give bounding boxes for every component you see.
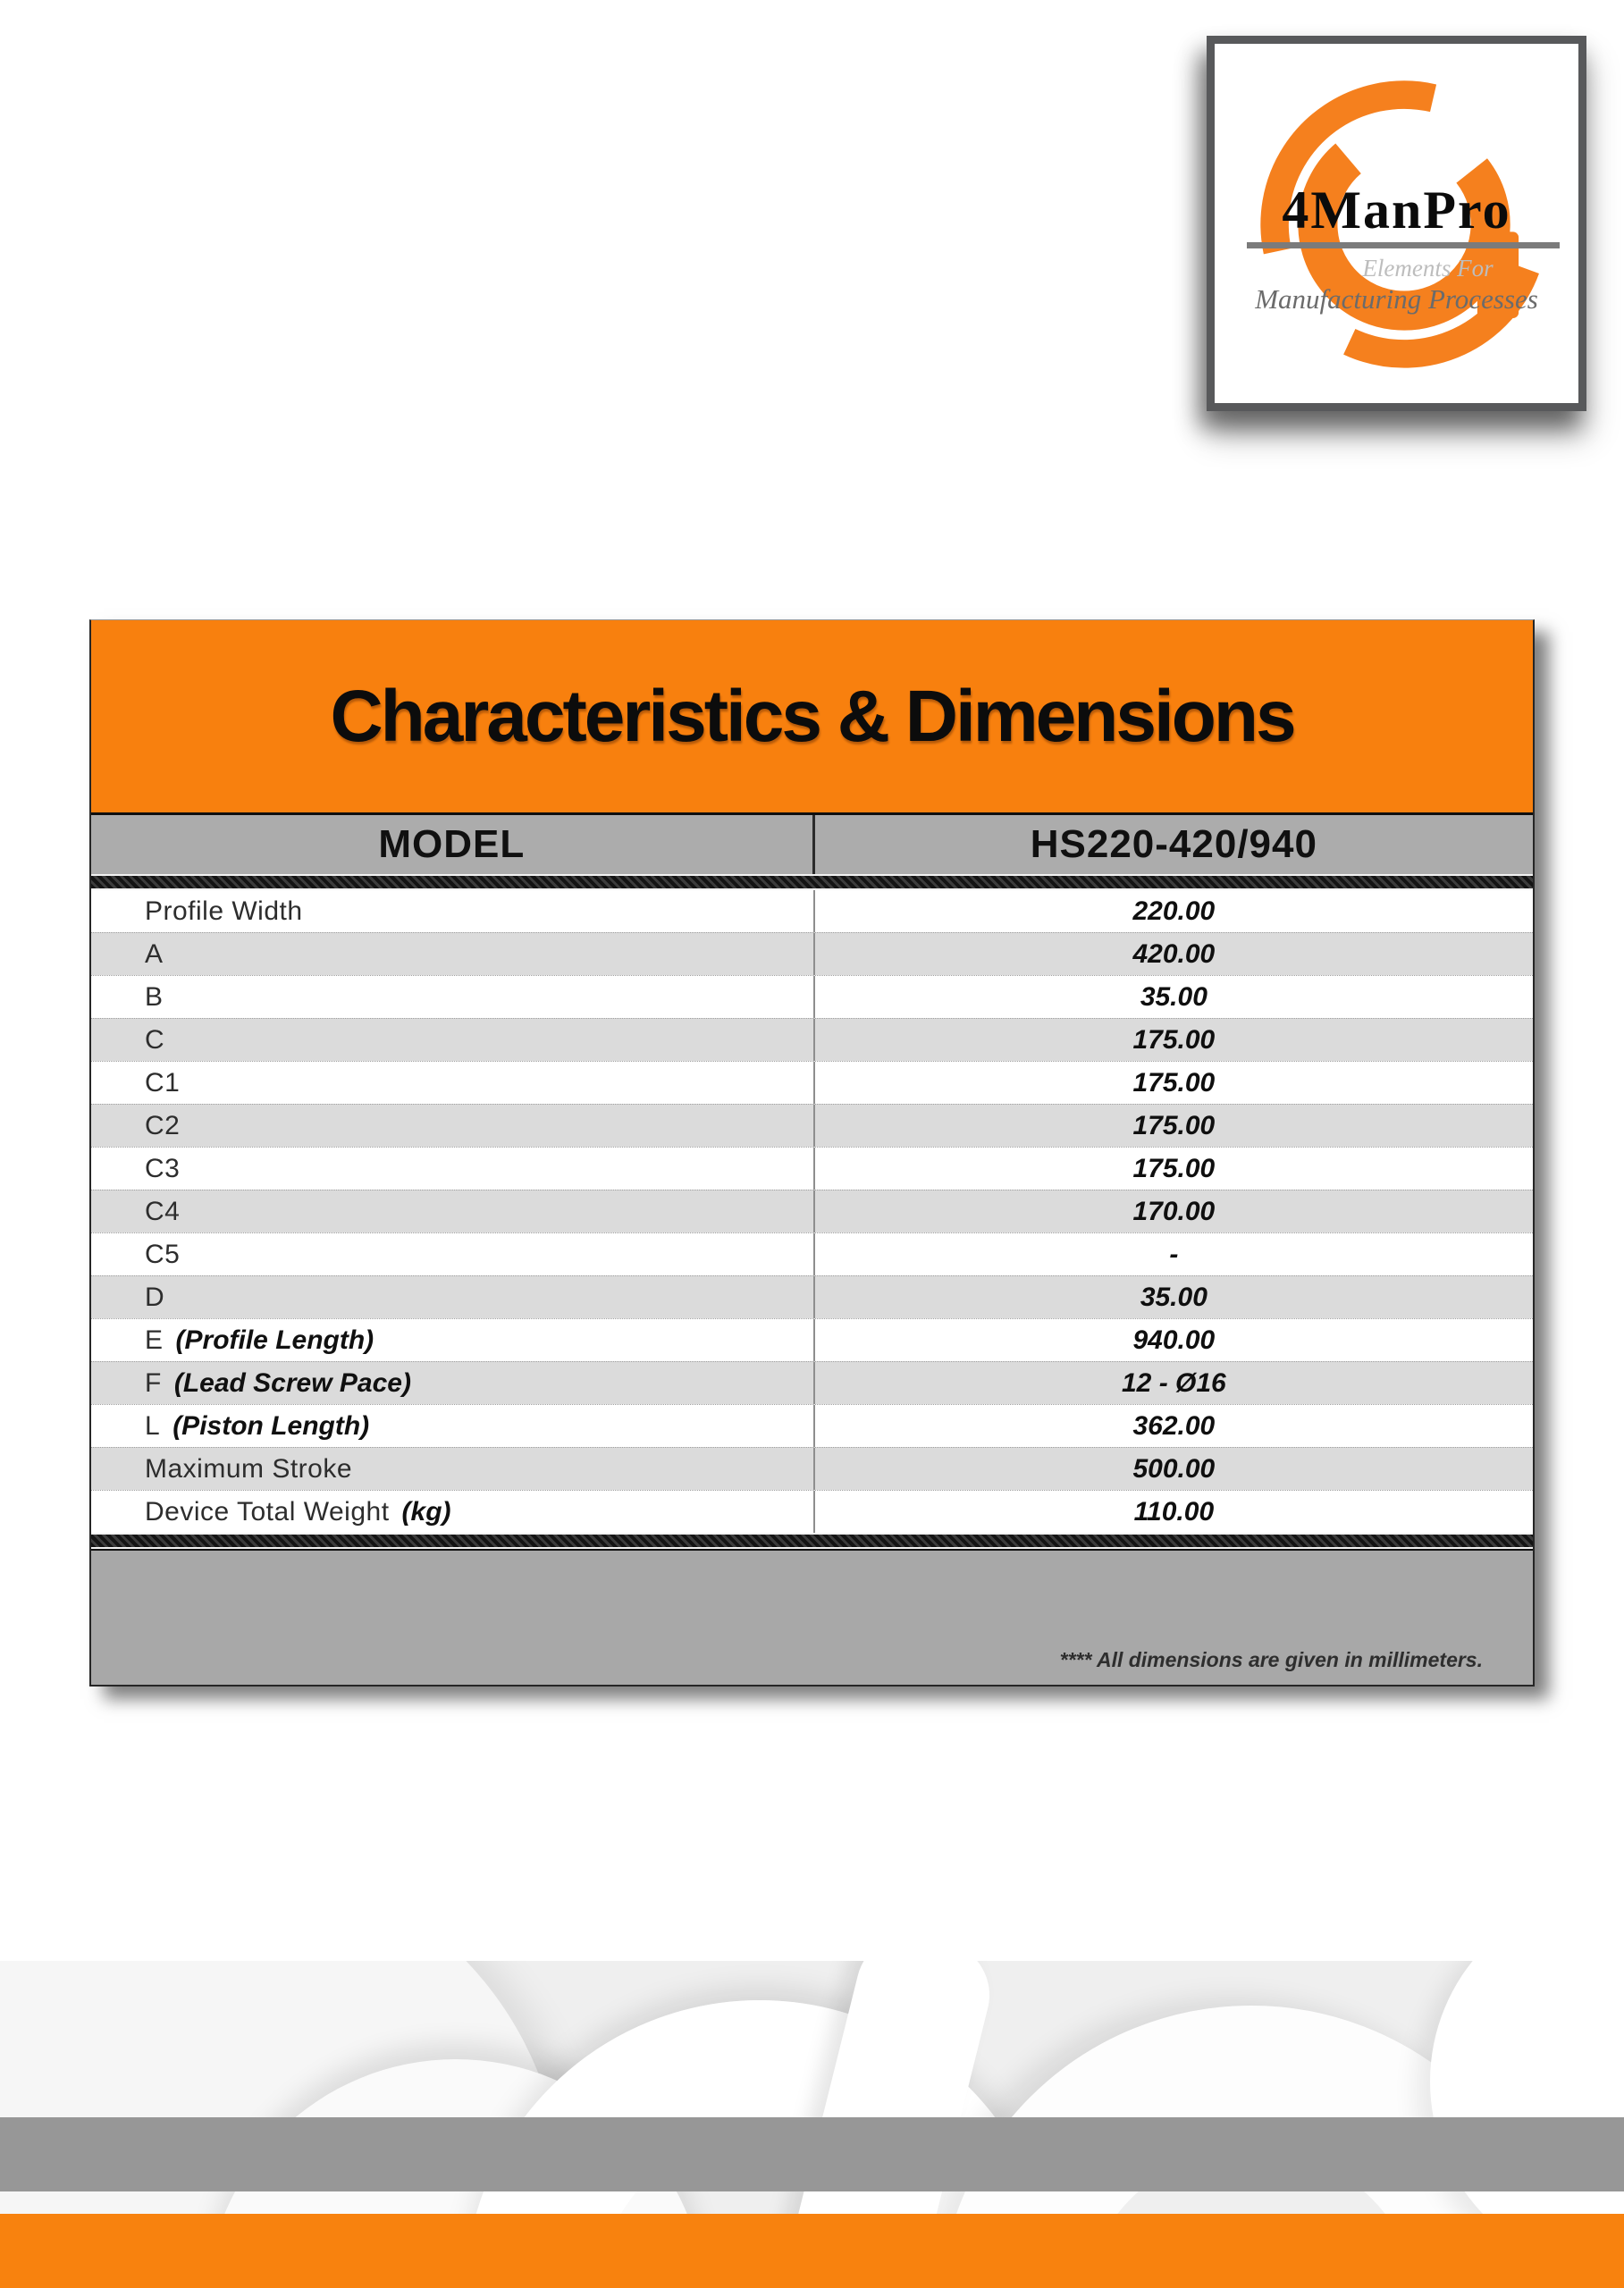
table-row [91, 1232, 1533, 1275]
row-value: 175.00 [1132, 1110, 1216, 1140]
row-label: C4 [91, 1190, 815, 1232]
row-value: 35.00 [1140, 1282, 1207, 1312]
spec-table [89, 619, 1535, 1687]
row-label: C5 [91, 1233, 815, 1275]
row-value: - [1169, 1239, 1179, 1269]
row-label: L (Piston Length) [91, 1405, 815, 1447]
row-value: 170.00 [1132, 1196, 1216, 1226]
model-header-value: HS220-420/940 [1030, 822, 1317, 866]
row-label: Device Total Weight (kg) [91, 1491, 815, 1533]
row-value: 35.00 [1140, 981, 1207, 1012]
table-row [91, 1275, 1533, 1318]
row-label: D [91, 1276, 815, 1318]
orange-bar [0, 2214, 1624, 2288]
model-header-label: MODEL [91, 815, 815, 874]
row-label: A [91, 933, 815, 975]
table-row [91, 1061, 1533, 1104]
table-row [91, 1404, 1533, 1447]
row-label: B [91, 976, 815, 1018]
table-row [91, 1447, 1533, 1490]
row-value: 220.00 [1132, 896, 1216, 926]
logo-tagline-line1: Elements For [1362, 255, 1494, 282]
logo-brand-text: 4ManPro [1282, 181, 1511, 240]
row-value: 110.00 [1133, 1496, 1215, 1527]
table-title-band [91, 620, 1533, 815]
table-row [91, 1490, 1533, 1533]
row-label: F (Lead Screw Pace) [91, 1362, 815, 1404]
table-row [91, 1104, 1533, 1147]
row-label: Maximum Stroke [91, 1448, 815, 1490]
table-row [91, 1018, 1533, 1061]
row-value: 420.00 [1132, 938, 1216, 969]
table-row [91, 890, 1533, 932]
hatch-divider-top [91, 874, 1533, 890]
row-label: C [91, 1019, 815, 1061]
row-label: C2 [91, 1105, 815, 1147]
table-header-row [91, 815, 1533, 874]
row-value: 500.00 [1132, 1453, 1216, 1484]
logo-tagline-line2: Manufacturing Processes [1255, 283, 1538, 315]
row-value: 175.00 [1132, 1067, 1216, 1098]
row-value: 175.00 [1132, 1153, 1216, 1183]
row-label: C1 [91, 1062, 815, 1104]
row-value: 362.00 [1132, 1410, 1216, 1441]
row-label: E (Profile Length) [91, 1319, 815, 1361]
table-body [91, 890, 1533, 1533]
table-row [91, 975, 1533, 1018]
row-value: 12 - Ø16 [1121, 1367, 1226, 1398]
row-value: 175.00 [1132, 1024, 1216, 1055]
page-title: Characteristics & Dimensions [330, 675, 1294, 757]
decorative-band [0, 1961, 1624, 2214]
table-row [91, 1318, 1533, 1361]
row-label: C3 [91, 1148, 815, 1190]
row-value: 940.00 [1132, 1325, 1216, 1355]
row-label: Profile Width [91, 890, 815, 932]
table-row [91, 1147, 1533, 1190]
gray-bar [0, 2117, 1624, 2191]
table-footer [91, 1549, 1533, 1685]
hatch-divider-bottom [91, 1533, 1533, 1549]
company-logo-box [1207, 36, 1586, 411]
dimensions-footnote: **** All dimensions are given in millimeters. [1059, 1648, 1483, 1671]
table-row [91, 932, 1533, 975]
logo-divider [1247, 242, 1560, 248]
table-row [91, 1361, 1533, 1404]
table-row [91, 1190, 1533, 1232]
